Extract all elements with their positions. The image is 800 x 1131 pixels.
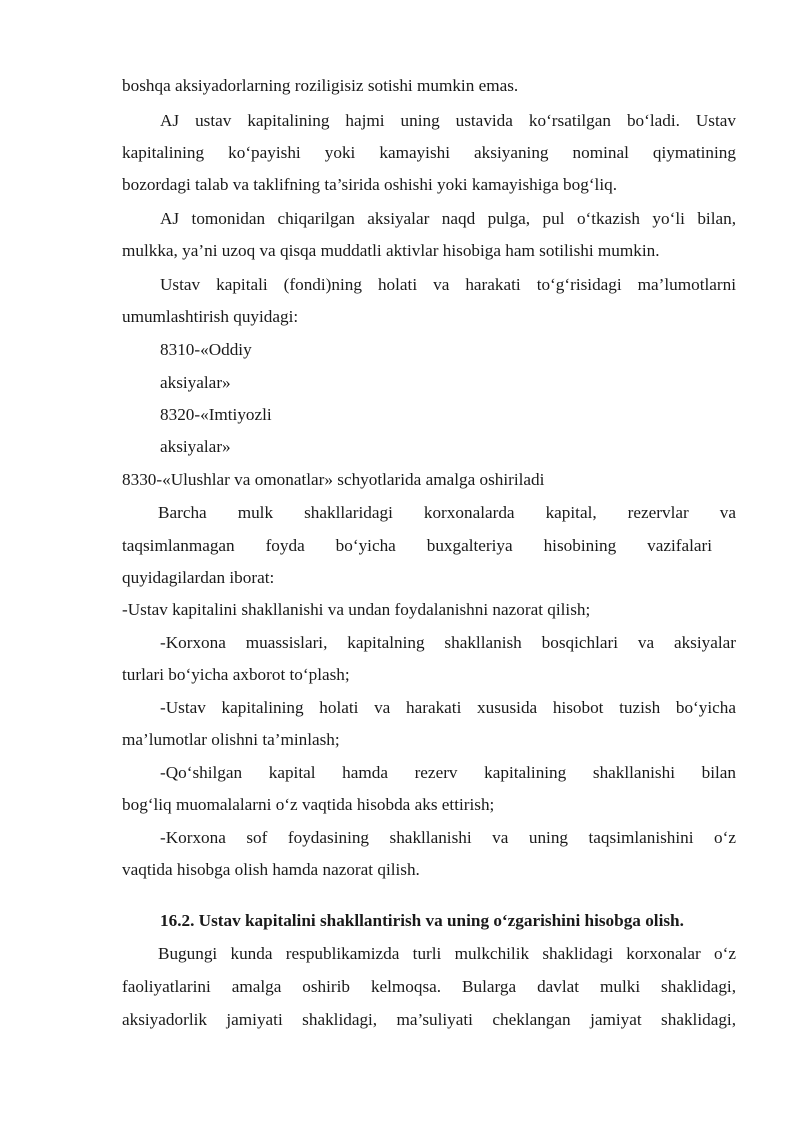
text-line: 8310-«Oddiy (160, 340, 252, 359)
text-line: -Ustav kapitalini shakllanishi va undan foydalanishni nazorat qilish; (122, 600, 591, 619)
text-line: boshqa aksiyadorlarning roziligisiz sotishi mumkin emas. (122, 76, 519, 95)
text-line: Bugungi kunda respublikamizda turli mulkchilik shaklidagi korxonalar o‘z (158, 944, 736, 963)
text-line: AJ tomonidan chiqarilgan aksiyalar naqd pulga, pul o‘tkazish yo‘li bilan, (160, 209, 736, 228)
text-line: Barcha mulk shakllaridagi korxonalarda kapital, rezervlar va (158, 503, 736, 522)
text-line: aksiyalar» (160, 373, 231, 392)
section-heading: 16.2. Ustav kapitalini shakllantirish va uning o‘zgarishini hisobga olish. (160, 911, 684, 930)
text-line: AJ ustav kapitalining hajmi uning ustavida ko‘rsatilgan bo‘ladi. Ustav (160, 111, 736, 130)
text-line: bozordagi talab va taklifning ta’sirida oshishi yoki kamayishiga bog‘liq. (122, 175, 617, 194)
text-line: 8330-«Ulushlar va omonatlar» schyotlarida amalga oshiriladi (122, 470, 545, 489)
text-line: -Ustav kapitalining holati va harakati xususida hisobot tuzish bo‘yicha (160, 698, 736, 717)
text-line: vaqtida hisobga olish hamda nazorat qilish. (122, 860, 420, 879)
text-line: bog‘liq muomalalarni o‘z vaqtida hisobda aks ettirish; (122, 795, 495, 814)
text-line: ma’lumotlar olishni ta’minlash; (122, 730, 340, 749)
text-line: 8320-«Imtiyozli (160, 405, 272, 424)
text-line: mulkka, ya’ni uzoq va qisqa muddatli aktivlar hisobiga ham sotilishi mumkin. (122, 241, 660, 260)
text-line: aksiyalar» (160, 437, 231, 456)
text-line: -Korxona sof foydasining shakllanishi va uning taqsimlanishini o‘z (160, 828, 736, 847)
text-line: taqsimlanmagan foyda bo‘yicha buxgalteriya hisobining vazifalari (122, 536, 712, 555)
text-line: kapitalining ko‘payishi yoki kamayishi aksiyaning nominal qiymatining (122, 143, 736, 162)
text-line: turlari bo‘yicha axborot to‘plash; (122, 665, 350, 684)
text-line: umumlashtirish quyidagi: (122, 307, 299, 326)
text-line: quyidagilardan iborat: (122, 568, 275, 587)
text-line: aksiyadorlik jamiyati shaklidagi, ma’suliyati cheklangan jamiyat shaklidagi, (122, 1010, 736, 1029)
text-line: -Qo‘shilgan kapital hamda rezerv kapitalining shakllanishi bilan (160, 763, 736, 782)
text-line: Ustav kapitali (fondi)ning holati va harakati to‘g‘risidagi ma’lumotlarni (160, 275, 736, 294)
text-line: faoliyatlarini amalga oshirib kelmoqsa. Bularga davlat mulki shaklidagi, (122, 977, 736, 996)
text-line: -Korxona muassislari, kapitalning shakllanish bosqichlari va aksiyalar (160, 633, 736, 652)
